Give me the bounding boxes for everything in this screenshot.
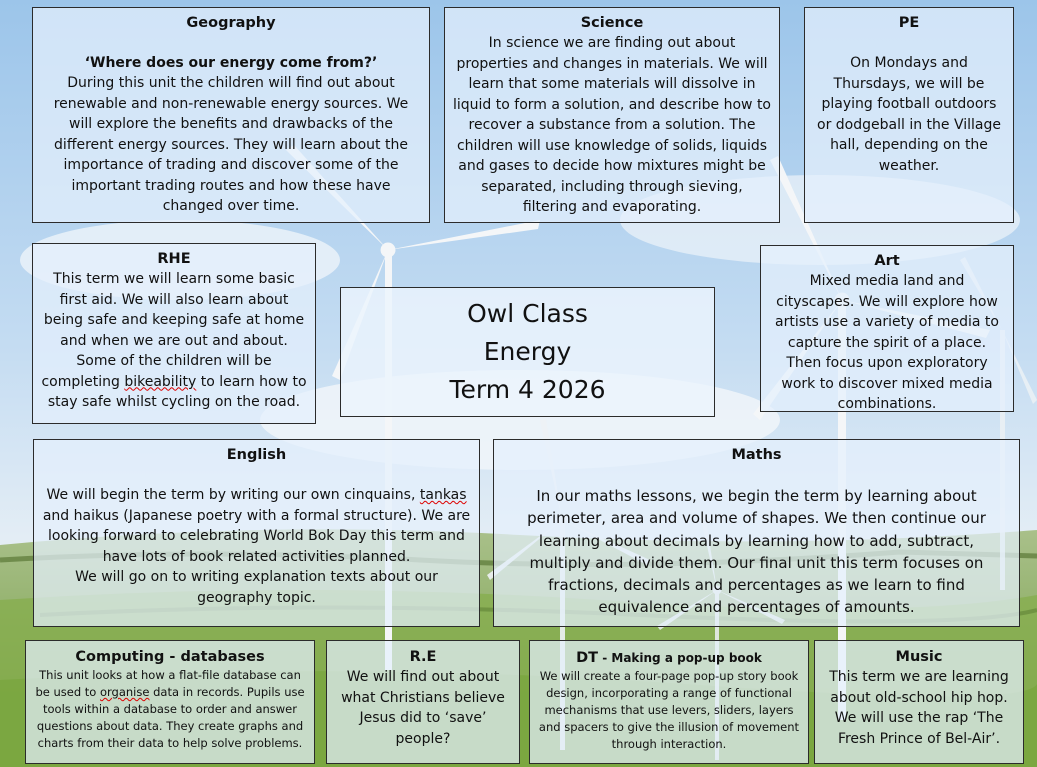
maths-panel <box>493 439 1020 627</box>
pe-text: On Mondays and Thursdays, we will be playing football outdoors or dodgeball in the Village hall, depending on the weather. <box>817 55 1001 174</box>
rhe-text: This term we will learn some basic first aid. We will also learn about being safe and keeping safe at home and when we are out and about. Some of the children will be completing bikeability to learn how to stay safe whilst cycling on the road. <box>41 271 307 410</box>
re-text: We will find out about what Christians believe Jesus did to ‘save’ people? <box>341 669 505 747</box>
pe-title: PE <box>898 15 920 31</box>
geography-title: Geography <box>186 15 276 31</box>
english-text-2: We will go on to writing explanation texts about our geography topic. <box>75 569 438 606</box>
pe-panel <box>804 7 1014 223</box>
geography-panel <box>32 7 430 223</box>
science-text: In science we are finding out about properties and changes in materials. We will learn that some materials will dissolve in liquid to form a solution, and describe how to recover a substance from a solution. The children will use knowledge of solids, liquids and gases to decide how mixtures might be separated, including through sieving, filtering and evaporating. <box>453 35 772 215</box>
term-label: Term 4 2026 <box>449 375 606 404</box>
music-text: This term we are learning about old-school hip hop. We will use the rap ‘The Fresh Prince of Bel-Air’. <box>829 669 1009 747</box>
topic-name: Energy <box>483 337 572 366</box>
dt-panel <box>529 640 809 764</box>
geography-text: During this unit the children will find out about renewable and non-renewable energy sources. We will explore the benefits and drawbacks of the different energy sources. They will learn about the importance of trading and discover some of the important trading routes and how these have changed over time. <box>53 75 409 214</box>
spelling-flag: tankas <box>419 487 467 503</box>
art-panel <box>760 245 1014 412</box>
music-title: Music <box>895 649 943 665</box>
computing-text: This unit looks at how a flat-file database can be used to organise data in records. Pupils use tools within a database to order and answer questions about data. They create graphs and charts from their data to help solve problems. <box>35 668 305 750</box>
re-panel <box>326 640 520 764</box>
english-title: English <box>226 447 287 463</box>
music-panel <box>814 640 1024 764</box>
computing-panel <box>25 640 315 764</box>
spelling-flag: bikeability <box>124 373 197 390</box>
geography-subtitle: ‘Where does our energy come from?’ <box>84 55 378 71</box>
english-panel <box>33 439 480 627</box>
dt-text: We will create a four-page pop-up story book design, incorporating a range of functional mechanisms that use levers, sliders, layers and spacers to give the illusion of movement through interaction. <box>538 669 800 751</box>
spelling-flag: organise <box>99 685 150 699</box>
class-title-panel <box>340 287 715 417</box>
art-text: Mixed media land and cityscapes. We will explore how artists use a variety of media to capture the spirit of a place. Then focus upon exploratory work to discover mixed media combinations. <box>775 273 999 412</box>
rhe-title: RHE <box>157 251 191 267</box>
art-title: Art <box>874 253 900 269</box>
science-title: Science <box>580 15 644 31</box>
re-title: R.E <box>409 649 437 665</box>
class-name: Owl Class <box>467 299 588 328</box>
maths-text: In our maths lessons, we begin the term by learning about perimeter, area and volume of shapes. We then continue our learning about decimals by learning how to add, subtract, multiply and divide them. Our final unit this term focuses on fractions, decimals and percentages as we learn to find equivalence and percentages of amounts. <box>527 487 986 617</box>
dt-title: DT - Making a pop-up book <box>576 650 762 666</box>
maths-title: Maths <box>731 447 782 463</box>
english-text: We will begin the term by writing our own cinquains, tankas and haikus (Japanese poetry with a formal structure). We are looking forward to celebrating World Bok Day this term and have lots of book related activities planned. <box>42 487 471 565</box>
computing-title: Computing - databases <box>75 649 265 665</box>
science-panel <box>444 7 780 223</box>
rhe-panel <box>32 243 316 424</box>
